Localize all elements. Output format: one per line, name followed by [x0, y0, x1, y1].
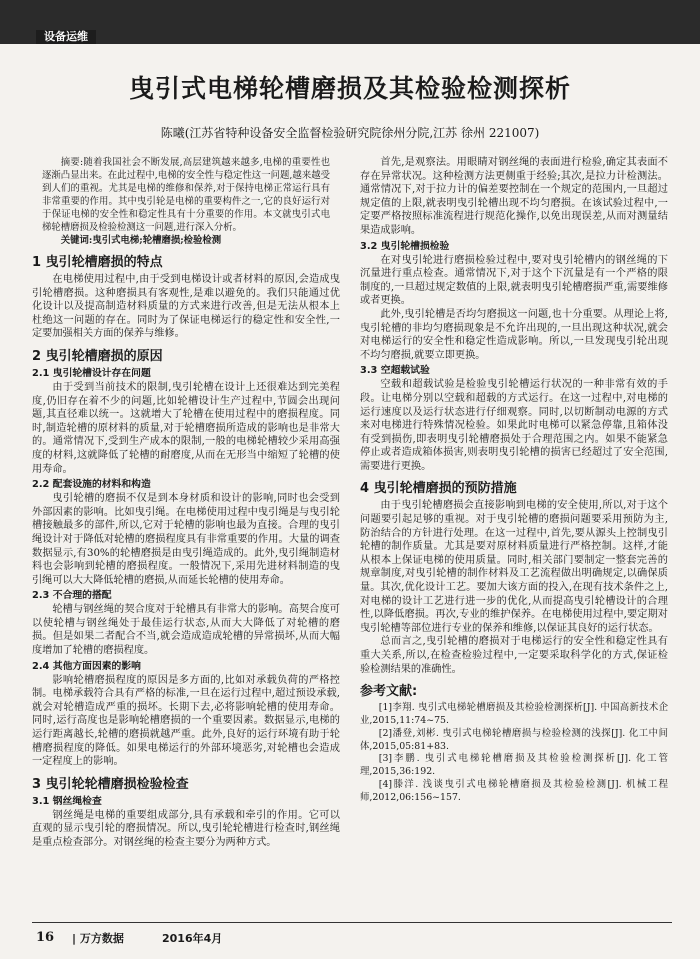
right-column — [360, 156, 668, 805]
magazine-name: | 万方数据 — [72, 932, 124, 945]
section-tag: 设备运维 — [36, 30, 96, 44]
keywords: 关键词:曳引式电梯;轮槽磨损;检验检测 — [60, 235, 222, 246]
issue-date: 2016年4月 — [162, 932, 223, 945]
heading-3-2: 3.2 曳引轮槽损检验 — [360, 240, 450, 252]
para-3-1: 钢丝绳是电梯的重要组成部分,具有承载和牵引的作用。它可以直观的显示曳引轮的磨损情况。所以,曳引轮轮槽进行检查时,钢丝绳是重点检查部分。对钢丝绳的检查主要分为两种方式。 — [32, 809, 340, 848]
para-3-3: 空载和超载试验是检验曳引轮槽运行状况的一种非常有效的手段。让电梯分别以空载和超载的方式运行。在这一过程中,对电梯的运行速度以及运行状态进行仔细观察。同时,以切断制动电源的方式来对电梯进行特殊情况检验。如果此时电梯可以紧急停靠,且箱体没有受到损伤,即表明曳引轮槽磨损处于合理范围之内。如果不能紧急停止或者造成箱体损害,则表明曳引轮槽的损害已经超过了安全范围,需要进行更换。 — [360, 379, 668, 472]
para-4-2: 总而言之,曳引轮槽的磨损对于电梯运行的安全性和稳定性具有重大关系,所以,在检查检验过程中,一定要采取科学化的方式,保证检验检测结果的准确性。 — [360, 636, 668, 675]
heading-3-3: 3.3 空超载试验 — [360, 365, 430, 377]
para-2-3: 轮槽与钢丝绳的契合度对于轮槽具有非常大的影响。高契合度可以使轮槽与钢丝绳处于最佳运行状态,从而大大降低了对轮槽的磨损。但是如果二者配合不当,就会造成造成轮槽的异常损坏,从而大幅度增加了轮槽的磨损程度。 — [32, 604, 340, 657]
heading-2-3: 2.3 不合理的搭配 — [32, 590, 112, 602]
page-number: 16 — [36, 930, 55, 945]
header-band — [0, 0, 700, 44]
heading-2-4: 2.4 其他方面因素的影响 — [32, 660, 141, 672]
para-2-1: 由于受到当前技术的限制,曳引轮槽在设计上还很难达到完美程度,仍旧存在着不少的问题,比如轮槽设计生产过程中,节圆会出现问题,其直径难以统一。这就增大了轮槽在使用过程中的磨损程度。同时,制造轮槽的原材料的质量,对于轮槽磨损所造成的影响也是非常大的。通常情况下,受到生产成本的限制,一般的电梯轮槽较少采用高强度的材料,这就降低了轮槽的耐磨度,从而在无形当中缩短了轮槽的使用寿命。 — [32, 381, 340, 475]
para-3-1b: 首先,是观察法。用眼睛对钢丝绳的表面进行检验,确定其表面不存在异常状况。这种检测方法更侧重于经验;其次,是拉力计检测法。通常情况下,对于拉力计的偏差要控制在一个规定的范围内,一旦超过规定值的上限,就表明曳引轮槽出现不均匀磨损。在该试验过程中,一定要严格按照标准流程进行规范化操作,以免出现误差,从而对测量结果造成影响。 — [360, 157, 668, 236]
heading-3-1: 3.1 钢丝绳检查 — [32, 795, 102, 807]
heading-2-2: 2.2 配套设施的材料和构造 — [32, 479, 151, 491]
reference-item: [4]滕洋. 浅谈曳引式电梯轮槽磨损及其检验检测[J]. 机械工程师,2012,06:156~157. — [360, 778, 668, 803]
footer-rule — [32, 922, 672, 923]
para-3-2b: 此外,曳引轮槽是否均匀磨损这一问题,也十分重要。从理论上将,曳引轮槽的非均匀磨损现象是不允许出现的,一旦出现这种状况,就会对电梯运行的安全性和稳定性造成影响。所以,一旦发现曳引轮出现不均匀磨损,就要立即更换。 — [360, 308, 668, 361]
para-2-2: 曳引轮槽的磨损不仅是到本身材质和设计的影响,同时也会受到外部因素的影响。比如曳引绳。在电梯使用过程中曳引绳是与曳引轮槽接触最多的部件,所以,它对于轮槽的影响也最为直接。合理的曳引绳设计对于降低对轮槽的磨损程度具有非常重要的作用。大量的调查数据显示,有30%的轮槽磨损是由曳引绳造成的。此外,曳引绳制造材料也会影响到轮槽的磨损程度。一般情况下,采用先进材料制造的曳引绳可以大大降低轮槽的磨损,从而延长轮槽的使用寿命。 — [32, 493, 340, 586]
heading-1: 1 曳引轮槽磨损的特点 — [32, 255, 163, 270]
heading-4: 4 曳引轮槽磨损的预防措施 — [360, 481, 517, 497]
para-1: 在电梯使用过程中,由于受到电梯设计或者材料的原因,会造成曳引轮槽磨损。这种磨损具有客观性,是难以避免的。我们只能通过优化设计以及提高制造材料质量的方式来进行改善,但是无法从根本上杜绝这一问题的存在。同时为了保证电梯运行的稳定性和安全性,一定要加强相关方面的保养与维修。 — [32, 274, 340, 340]
left-column — [32, 156, 340, 850]
references-heading: 参考文献: — [360, 684, 418, 700]
abstract: 摘要:随着我国社会不断发展,高层建筑越来越多,电梯的重要性也逐渐凸显出来。在此过程中,电梯的安全性与稳定性这一问题,越来越受到人们的重视。尤其是电梯的维修和保养,对于保持电梯正常运行具有非常重要的作用。其中曳引轮是电梯的重要构件之一,它的良好运行对于保证电梯的安全性和稳定性具有十分重要的作用。本文就曳引式电梯轮槽磨损及检验检测这一问题,进行深入分析。 — [42, 157, 330, 233]
author-line: 陈曦(江苏省特种设备安全监督检验研究院徐州分院,江苏 徐州 221007) — [160, 126, 540, 140]
heading-2: 2 曳引轮槽磨损的原因 — [32, 348, 163, 364]
heading-2-1: 2.1 曳引轮槽设计存在问题 — [32, 367, 151, 379]
heading-3: 3 曳引轮轮槽磨损检验检查 — [32, 776, 189, 792]
para-2-4: 影响轮槽磨损程度的原因是多方面的,比如对承载负荷的严格控制。电梯承载符合具有严格的标准,一旦在运行过程中,超过预设承载,就会对轮槽造成严重的损坏。长期下去,必将影响轮槽的使用寿命。同时,运行高度也是影响轮槽磨损的一个重要因素。数据显示,电梯的运行距离越长,轮槽的磨损就越严重。此外,良好的运行环境有助于轮槽磨损程度的降低。如果电梯运行的外部环境恶劣,对轮槽也会造成一定程度上的影响。 — [32, 674, 340, 768]
reference-item: [1]李翔. 曳引式电梯轮槽磨损及其检验检测探析[J]. 中国高新技术企业,2015,11:74~75. — [360, 702, 668, 726]
article-title: 曳引式电梯轮槽磨损及其检验检测探析 — [128, 74, 571, 103]
page-footer — [32, 928, 672, 948]
reference-item: [3]李鹏. 曳引式电梯轮槽磨损及其检验检测探析[J]. 化工管理,2015,36:192. — [360, 753, 668, 778]
reference-list — [360, 702, 668, 804]
reference-item: [2]潘登,刘彬. 曳引式电梯轮槽磨损与检验检测的浅探[J]. 化工中间体,2015,05:81+83. — [360, 727, 668, 752]
para-3-2: 在对曳引轮进行磨损检验过程中,要对曳引轮槽内的钢丝绳的下沉量进行重点检查。通常情况下,对于这个下沉量是有一个严格的限制度的,一旦超过规定数值的上限,就表明曳引轮槽磨损严重,需要维修或者更换。 — [360, 254, 668, 307]
para-4-1: 由于曳引轮槽磨损会直接影响到电梯的安全使用,所以,对于这个问题要引起足够的重视。对于曳引轮槽的磨损问题要采用预防为主,防治结合的方针进行处理。在这一过程中,首先,要从源头上控制曳引轮槽的制作质量。尤其是要对原材料质量进行严格控制。这样,才能从根本上保证电梯的使用质量。同时,相关部门要制定一整套完善的规章制度,对曳引轮槽的制作材料及工艺流程做出明确规定,以确保质量。其次,优化设计工艺。要加大该方面的投入,在现有技术条件之上,对电梯的设计工艺进行进一步的优化,从而提高曳引轮槽设计的合理性,以降低磨损。再次,专业的维护保养。在电梯使用过程中,要定期对曳引轮槽等部位进行专业的保养和维修,以保证其良好的运行状态。 — [360, 500, 668, 634]
abstract-block — [32, 156, 340, 247]
